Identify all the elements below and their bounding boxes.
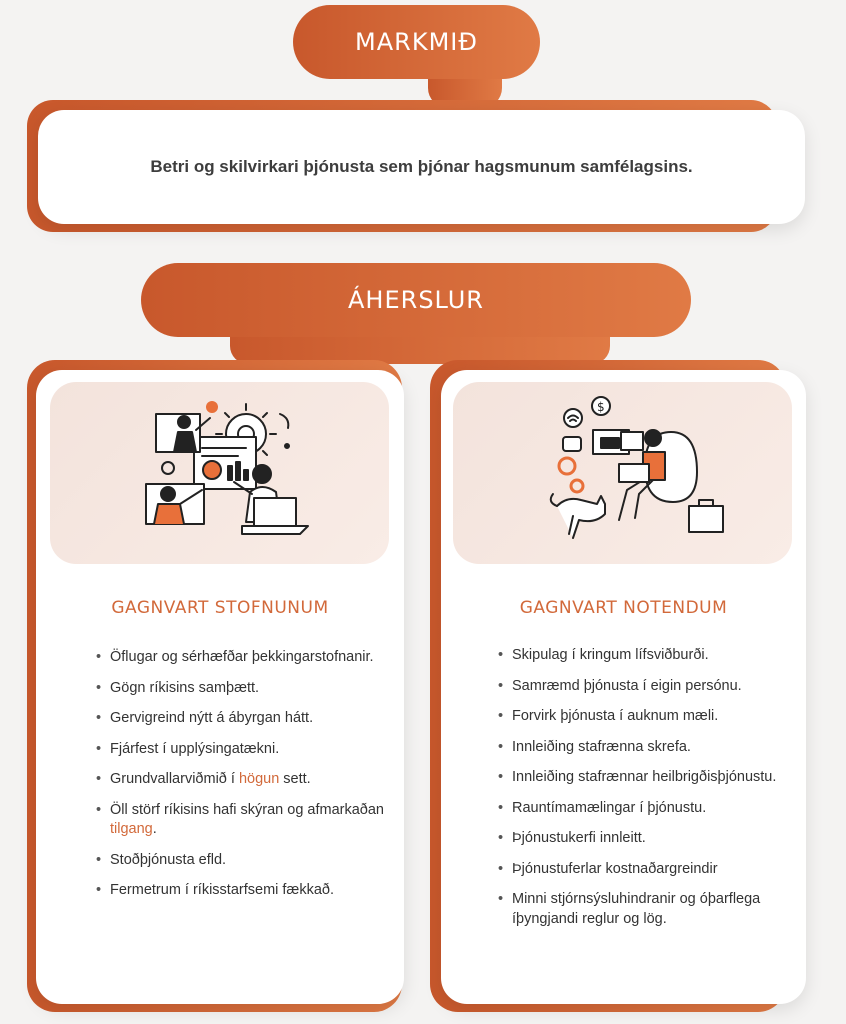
institutions-card	[36, 370, 404, 1004]
team-collaboration-illustration	[50, 382, 389, 564]
team-collaboration-icon	[50, 382, 389, 564]
focus-heading: ÁHERSLUR	[348, 286, 484, 314]
institutions-list	[96, 648, 386, 912]
institutions-title: GAGNVART STOFNUNUM	[111, 598, 329, 618]
users-title: GAGNVART NOTENDUM	[519, 598, 728, 618]
focus-heading-pill	[141, 263, 691, 337]
list-item: • Þjónustukerfi innleitt.	[498, 829, 788, 849]
list-item: • Fermetrum í ríkisstarfsemi fækkað.	[96, 881, 386, 901]
list-item: • Innleiðing stafrænnar heilbrigðisþjónustu.	[498, 768, 788, 788]
users-list	[498, 646, 788, 940]
goal-text: Betri og skilvirkari þjónusta sem þjónar hagsmunum samfélagsins.	[150, 157, 693, 176]
highlight-link[interactable]: tilgang	[110, 821, 153, 837]
list-item: • Þjónustuferlar kostnaðargreindir	[498, 860, 788, 880]
list-item: • Fjárfest í upplýsingatækni.	[96, 740, 386, 760]
list-item: • Stoðþjónusta efld.	[96, 851, 386, 871]
list-item: • Grundvallarviðmið í högun sett.	[96, 770, 386, 790]
remote-worker-illustration	[453, 382, 792, 564]
list-item: • Gervigreind nýtt á ábyrgan hátt.	[96, 709, 386, 729]
goal-heading-pill	[293, 5, 540, 79]
list-item: • Forvirk þjónusta í auknum mæli.	[498, 707, 788, 727]
highlight-link[interactable]: högun	[238, 771, 280, 787]
remote-worker-icon	[453, 382, 792, 564]
svg-text:$: $	[597, 400, 605, 414]
list-item: • Öll störf ríkisins hafi skýran og afmarkaðan tilgang.	[96, 801, 386, 840]
goal-heading: MARKMIÐ	[355, 28, 478, 56]
list-item: • Öflugar og sérhæfðar þekkingarstofnanir.	[96, 648, 386, 668]
list-item: • Innleiðing stafrænna skrefa.	[498, 738, 788, 758]
list-item: • Samræmd þjónusta í eigin persónu.	[498, 677, 788, 697]
list-item: • Rauntímamælingar í þjónustu.	[498, 799, 788, 819]
list-item: • Gögn ríkisins samþætt.	[96, 679, 386, 699]
goal-card	[38, 110, 805, 224]
users-card	[441, 370, 806, 1004]
list-item: • Minni stjórnsýsluhindranir og óþarflega íþyngjandi reglur og lög.	[498, 890, 788, 929]
list-item: • Skipulag í kringum lífsviðburði.	[498, 646, 788, 666]
